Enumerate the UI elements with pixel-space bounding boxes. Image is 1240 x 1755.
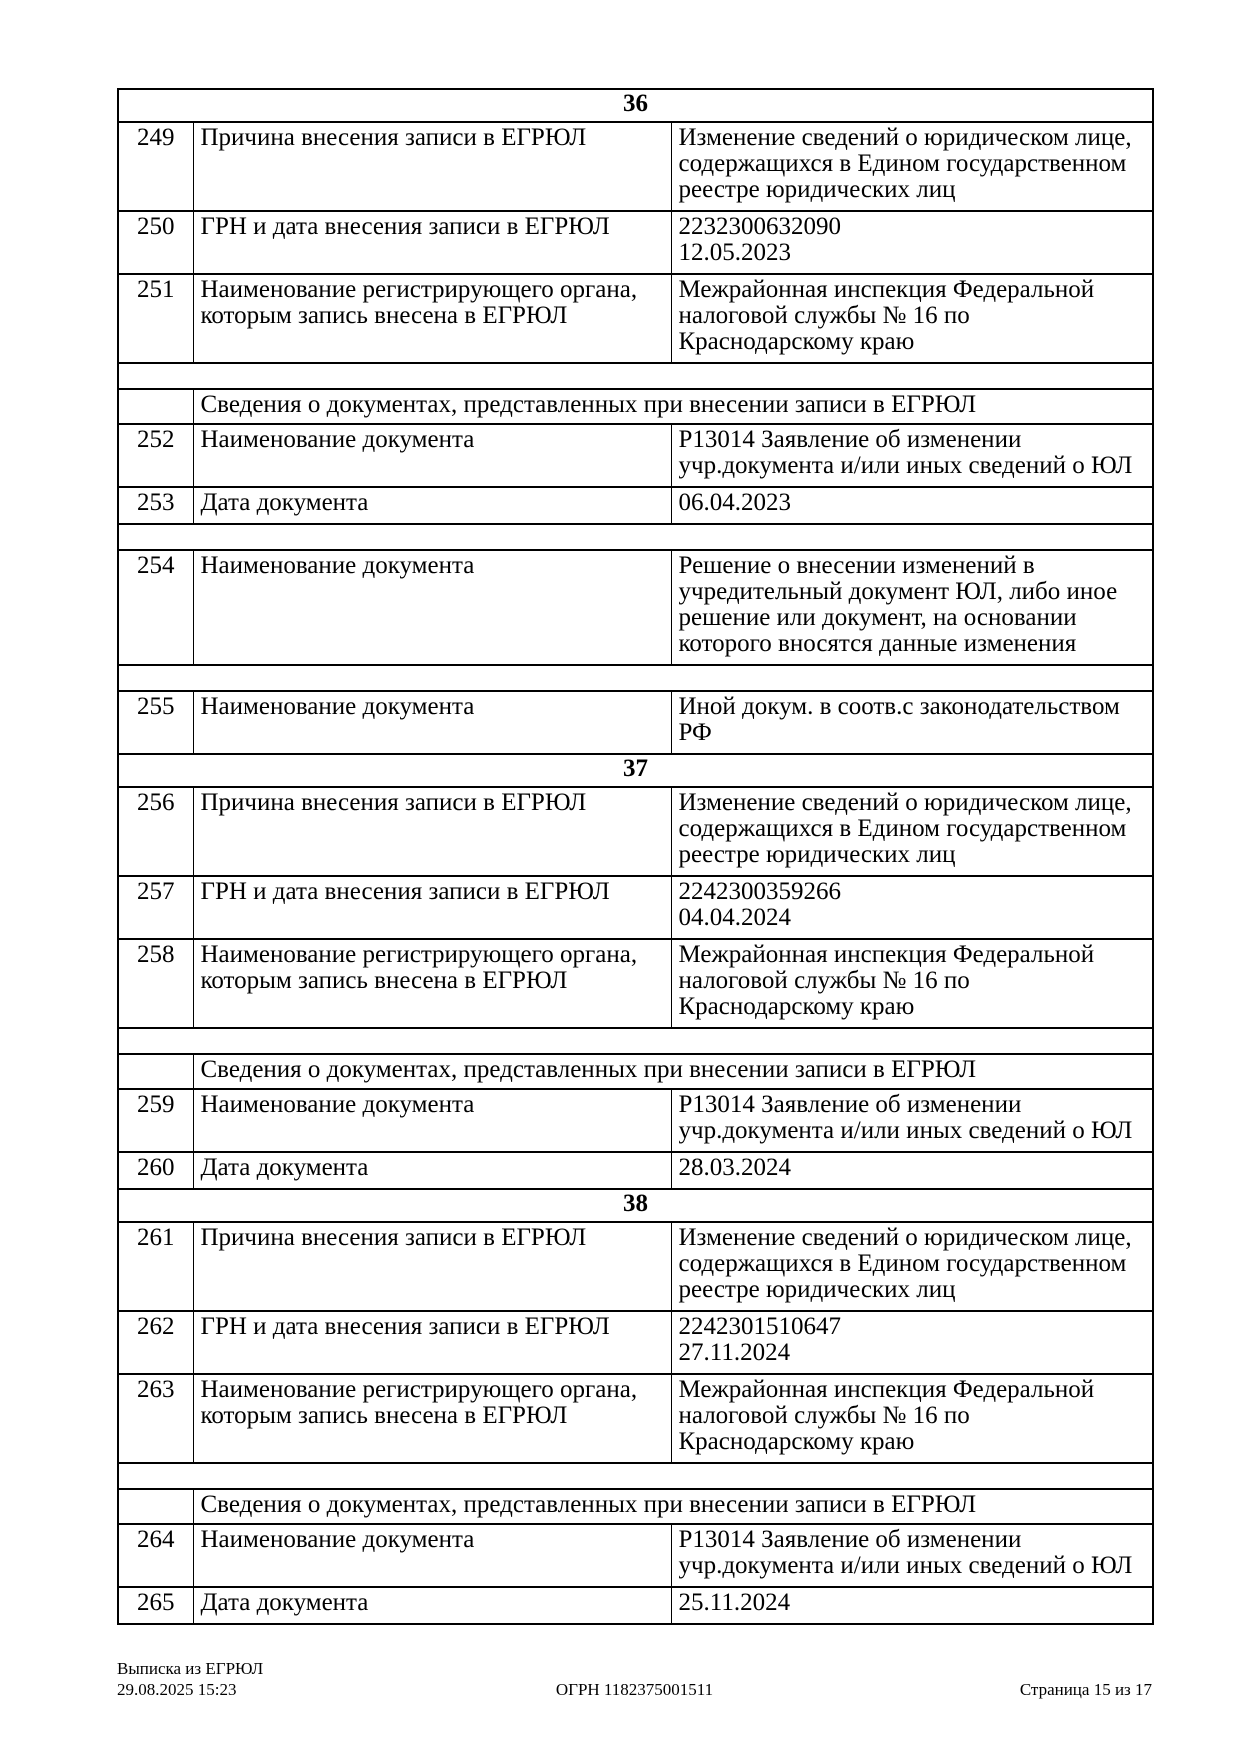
footer-timestamp: 29.08.2025 15:23	[117, 1680, 237, 1699]
table-row	[118, 550, 1153, 665]
spacer-cell	[118, 363, 1153, 389]
section-number: 38	[118, 1189, 1153, 1222]
field-value: Р13014 Заявление об изменении учр.документа и/или иных сведений о ЮЛ	[671, 1089, 1153, 1152]
section-row	[118, 754, 1153, 787]
row-number: 253	[118, 487, 193, 524]
field-label: Наименование документа	[193, 424, 671, 487]
row-number: 258	[118, 939, 193, 1028]
field-value: 06.04.2023	[671, 487, 1153, 524]
table-row	[118, 211, 1153, 274]
row-number: 260	[118, 1152, 193, 1189]
table-row	[118, 424, 1153, 487]
field-value: Изменение сведений о юридическом лице, содержащихся в Едином государственном реестре юридических лиц	[671, 787, 1153, 876]
field-label: ГРН и дата внесения записи в ЕГРЮЛ	[193, 1311, 671, 1374]
documents-subheader: Сведения о документах, представленных при внесении записи в ЕГРЮЛ	[193, 1054, 1153, 1089]
section-number: 36	[118, 89, 1153, 122]
field-value: 2232300632090 12.05.2023	[671, 211, 1153, 274]
field-label: Наименование регистрирующего органа, которым запись внесена в ЕГРЮЛ	[193, 274, 671, 363]
page-footer	[117, 1658, 1152, 1700]
field-value: Иной докум. в соотв.с законодательством РФ	[671, 691, 1153, 754]
spacer-row	[118, 1463, 1153, 1489]
field-value: Р13014 Заявление об изменении учр.документа и/или иных сведений о ЮЛ	[671, 424, 1153, 487]
field-value: Межрайонная инспекция Федеральной налоговой службы № 16 по Краснодарскому краю	[671, 274, 1153, 363]
row-number: 249	[118, 122, 193, 211]
footer-page-number: Страница 15 из 17	[1019, 1680, 1153, 1699]
field-label: Наименование регистрирующего органа, которым запись внесена в ЕГРЮЛ	[193, 939, 671, 1028]
table-row	[118, 939, 1153, 1028]
row-number: 252	[118, 424, 193, 487]
field-value: 2242301510647 27.11.2024	[671, 1311, 1153, 1374]
field-label: Наименование документа	[193, 1524, 671, 1587]
field-label: Наименование регистрирующего органа, которым запись внесена в ЕГРЮЛ	[193, 1374, 671, 1463]
section-number: 37	[118, 754, 1153, 787]
row-number: 259	[118, 1089, 193, 1152]
row-number: 255	[118, 691, 193, 754]
table-row	[118, 1089, 1153, 1152]
spacer-cell	[118, 665, 1153, 691]
field-label: ГРН и дата внесения записи в ЕГРЮЛ	[193, 876, 671, 939]
field-value: 25.11.2024	[671, 1587, 1153, 1624]
field-value: 2242300359266 04.04.2024	[671, 876, 1153, 939]
spacer-cell	[118, 1463, 1153, 1489]
row-number: 251	[118, 274, 193, 363]
field-label: Наименование документа	[193, 550, 671, 665]
field-value: Межрайонная инспекция Федеральной налоговой службы № 16 по Краснодарскому краю	[671, 939, 1153, 1028]
table-row	[118, 1311, 1153, 1374]
row-number: 257	[118, 876, 193, 939]
row-number: 256	[118, 787, 193, 876]
spacer-cell	[118, 524, 1153, 550]
field-label: Причина внесения записи в ЕГРЮЛ	[193, 1222, 671, 1311]
subheader-row	[118, 1489, 1153, 1524]
subheader-row	[118, 1054, 1153, 1089]
field-label: Наименование документа	[193, 691, 671, 754]
row-number: 265	[118, 1587, 193, 1624]
documents-subheader: Сведения о документах, представленных при внесении записи в ЕГРЮЛ	[193, 389, 1153, 424]
field-label: Причина внесения записи в ЕГРЮЛ	[193, 787, 671, 876]
field-value: Изменение сведений о юридическом лице, содержащихся в Едином государственном реестре юридических лиц	[671, 122, 1153, 211]
field-value: 28.03.2024	[671, 1152, 1153, 1189]
table-row	[118, 1374, 1153, 1463]
table-row	[118, 787, 1153, 876]
subheader-row	[118, 389, 1153, 424]
field-value: Изменение сведений о юридическом лице, содержащихся в Едином государственном реестре юридических лиц	[671, 1222, 1153, 1311]
egrul-table-body	[118, 89, 1153, 1624]
field-value: Р13014 Заявление об изменении учр.документа и/или иных сведений о ЮЛ	[671, 1524, 1153, 1587]
field-label: Дата документа	[193, 1587, 671, 1624]
table-row	[118, 1222, 1153, 1311]
spacer-cell	[118, 1028, 1153, 1054]
row-number: 250	[118, 211, 193, 274]
spacer-row	[118, 524, 1153, 550]
row-number-empty	[118, 1489, 193, 1524]
section-row	[118, 89, 1153, 122]
field-label: ГРН и дата внесения записи в ЕГРЮЛ	[193, 211, 671, 274]
field-label: Дата документа	[193, 1152, 671, 1189]
footer-ogrn: ОГРН 1182375001511	[555, 1680, 714, 1699]
table-row	[118, 274, 1153, 363]
row-number: 264	[118, 1524, 193, 1587]
spacer-row	[118, 665, 1153, 691]
row-number: 254	[118, 550, 193, 665]
documents-subheader: Сведения о документах, представленных при внесении записи в ЕГРЮЛ	[193, 1489, 1153, 1524]
footer-doc-type: Выписка из ЕГРЮЛ	[117, 1659, 264, 1678]
table-row	[118, 876, 1153, 939]
spacer-row	[118, 1028, 1153, 1054]
section-row	[118, 1189, 1153, 1222]
table-row	[118, 1587, 1153, 1624]
table-row	[118, 1524, 1153, 1587]
spacer-row	[118, 363, 1153, 389]
field-label: Причина внесения записи в ЕГРЮЛ	[193, 122, 671, 211]
field-value: Межрайонная инспекция Федеральной налоговой службы № 16 по Краснодарскому краю	[671, 1374, 1153, 1463]
row-number: 261	[118, 1222, 193, 1311]
row-number-empty	[118, 1054, 193, 1089]
field-label: Дата документа	[193, 487, 671, 524]
field-value: Решение о внесении изменений в учредительный документ ЮЛ, либо иное решение или документ, на основании которого вносятся данные изменения	[671, 550, 1153, 665]
row-number: 262	[118, 1311, 193, 1374]
footer-info-line	[117, 1679, 1152, 1700]
field-label: Наименование документа	[193, 1089, 671, 1152]
egrul-records-table	[117, 88, 1154, 1625]
table-row	[118, 691, 1153, 754]
row-number: 263	[118, 1374, 193, 1463]
row-number-empty	[118, 389, 193, 424]
table-row	[118, 122, 1153, 211]
table-row	[118, 1152, 1153, 1189]
table-row	[118, 487, 1153, 524]
